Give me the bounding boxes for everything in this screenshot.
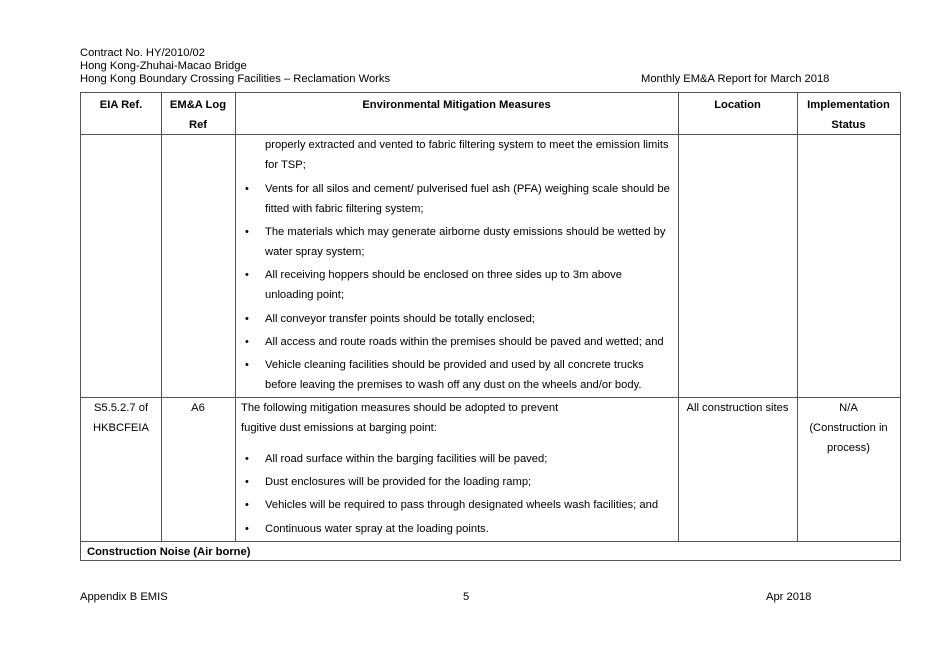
bullet-icon: • <box>245 523 249 535</box>
bullet-icon: • <box>245 453 249 465</box>
footer-appendix: Appendix B EMIS <box>80 591 168 603</box>
col-divider <box>678 93 679 542</box>
measure-item: water spray system; <box>265 246 365 258</box>
bullet-icon: • <box>245 499 249 511</box>
section-title: Construction Noise (Air borne) <box>87 546 251 558</box>
ema-log-cell: A6 <box>191 402 205 414</box>
bullet-icon: • <box>245 336 249 348</box>
col-divider <box>161 93 162 542</box>
status-cell: N/A <box>839 402 858 414</box>
eia-ref-cell: HKBCFEIA <box>93 422 149 434</box>
header-location: Location <box>714 99 761 111</box>
bullet-icon: • <box>245 269 249 281</box>
measure-item: All road surface within the barging facilities will be paved; <box>265 453 548 465</box>
header-ema-log: EM&A Log <box>169 99 227 111</box>
measure-item: Dust enclosures will be provided for the loading ramp; <box>265 476 532 488</box>
footer-date: Apr 2018 <box>766 591 812 603</box>
continuation-text: properly extracted and vented to fabric filtering system to meet the emission limits <box>265 139 669 151</box>
status-cell: process) <box>827 442 870 454</box>
col-divider <box>797 93 798 542</box>
eia-ref-cell: S5.5.2.7 of <box>93 402 149 414</box>
status-cell: (Construction in <box>809 422 888 434</box>
measure-item: before leaving the premises to wash off any dust on the wheels and/or body. <box>265 379 642 391</box>
facility-name: Hong Kong Boundary Crossing Facilities – Reclamation Works <box>80 73 391 85</box>
measure-item: Continuous water spray at the loading points. <box>265 523 489 535</box>
measure-item: Vehicles will be required to pass through designated wheels wash facilities; and <box>265 499 659 511</box>
measures-intro: fugitive dust emissions at barging point: <box>241 422 437 434</box>
header-measures: Environmental Mitigation Measures <box>362 99 551 111</box>
measure-item: unloading point; <box>265 289 345 301</box>
measure-item: All receiving hoppers should be enclosed on three sides up to 3m above <box>265 269 622 281</box>
contract-number: Contract No. HY/2010/02 <box>80 47 205 59</box>
measure-item: fitted with fabric filtering system; <box>265 203 424 215</box>
project-name: Hong Kong-Zhuhai-Macao Bridge <box>80 60 247 72</box>
bullet-icon: • <box>245 313 249 325</box>
mitigation-table <box>80 92 901 561</box>
bullet-icon: • <box>245 476 249 488</box>
header-ema-log-ref: Ref <box>188 119 208 131</box>
measures-intro: The following mitigation measures should be adopted to prevent <box>241 402 559 414</box>
bullet-icon: • <box>245 359 249 371</box>
measure-item: All access and route roads within the premises should be paved and wetted; and <box>265 336 664 348</box>
bullet-icon: • <box>245 226 249 238</box>
header-status: Status <box>831 119 866 131</box>
col-divider <box>235 93 236 542</box>
measure-item: All conveyor transfer points should be totally enclosed; <box>265 313 535 325</box>
page-number: 5 <box>463 591 470 603</box>
measure-item: Vents for all silos and cement/ pulverised fuel ash (PFA) weighing scale should be <box>265 183 670 195</box>
report-title: Monthly EM&A Report for March 2018 <box>641 73 830 85</box>
bullet-icon: • <box>245 183 249 195</box>
continuation-text: for TSP; <box>265 159 306 171</box>
header-implementation: Implementation <box>807 99 890 111</box>
measure-item: The materials which may generate airborne dusty emissions should be wetted by <box>265 226 666 238</box>
header-eia-ref: EIA Ref. <box>99 99 143 111</box>
location-cell: All construction sites <box>686 402 789 414</box>
measure-item: Vehicle cleaning facilities should be provided and used by all concrete trucks <box>265 359 644 371</box>
